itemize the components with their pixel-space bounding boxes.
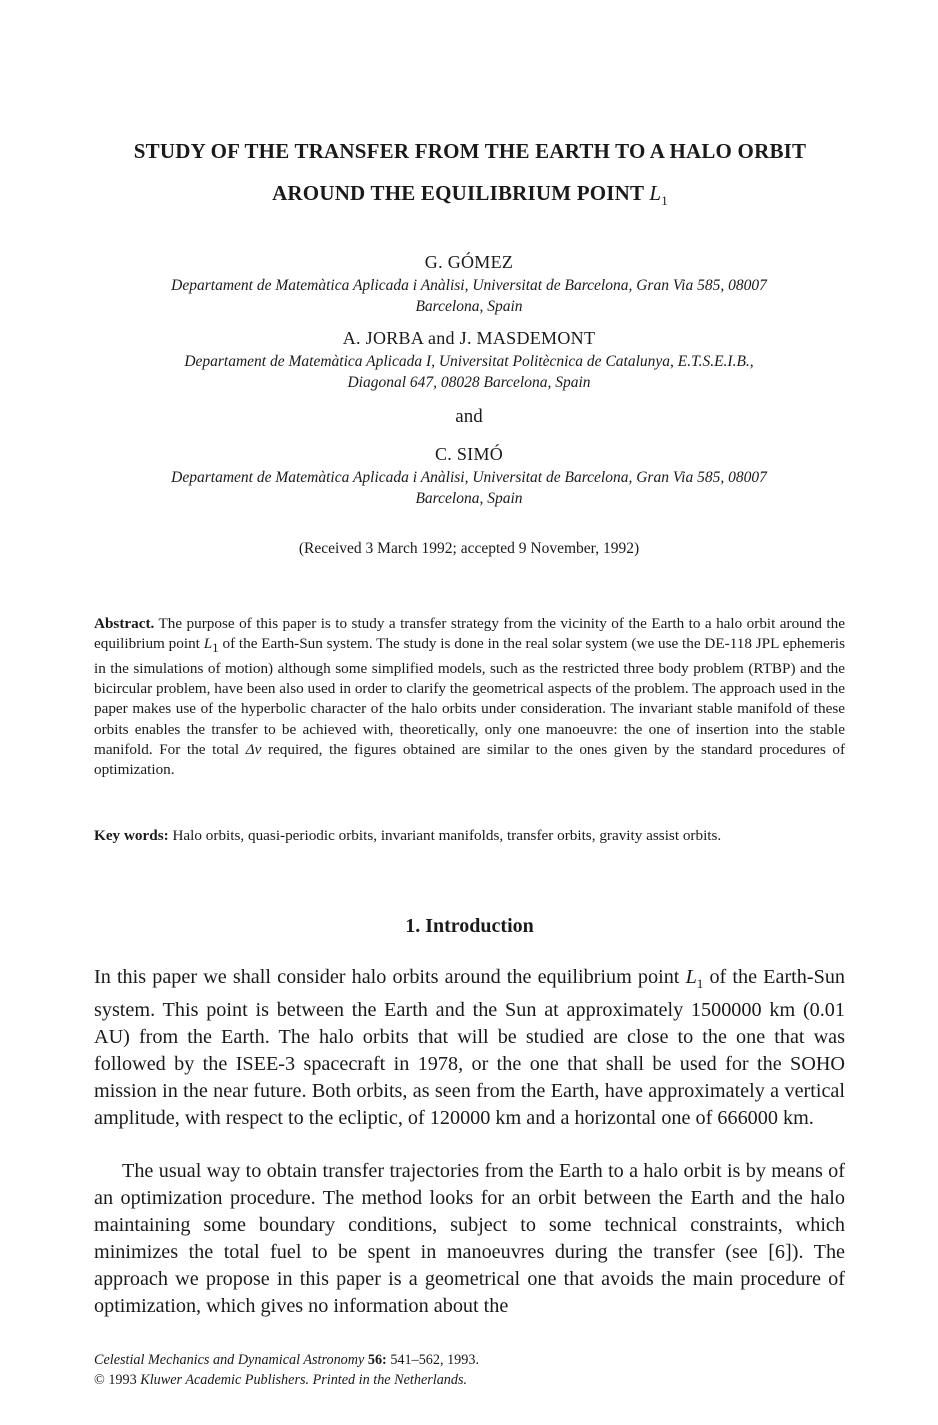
journal-citation: Celestial Mechanics and Dynamical Astronomy 56: 541–562, 1993. bbox=[94, 1352, 479, 1368]
abstract: Abstract. The purpose of this paper is to study a transfer strategy from the vicinity of the Earth to a halo orbit around the equilibrium point $L_1$ of the Earth-Sun system. The study is done in the real solar system (we use the DE-118 JPL ephemeris in the simulations of motion) although some simplified models, such as the restricted three body problem (RTBP) and the bicircular problem, have been also used in order to clarify the geometrical aspects of the problem. The approach used in the paper makes use of the hyperbolic character of the halo orbits under consideration. The invariant stable manifold of these orbits enables the transfer to be achieved with, theoretically, only one manoeuvre: the one of insertion into the stable manifold. For the total Δv required, the figures obtained are similar to the ones given by the standard procedures of optimization. bbox=[94, 615, 846, 779]
abstract-label: Abstract. bbox=[94, 615, 155, 632]
title-symbol: $L_1$ bbox=[649, 181, 668, 209]
paper-title-line2: AROUND THE EQUILIBRIUM POINT $L_1$ bbox=[272, 181, 668, 209]
author-name: G. GÓMEZ bbox=[424, 252, 514, 272]
author-name: C. SIMÓ bbox=[434, 444, 504, 464]
keywords-label: Key words: bbox=[94, 827, 169, 844]
author-conjunction: and bbox=[455, 406, 483, 427]
received-dates: (Received 3 March 1992; accepted 9 November, 1992) bbox=[298, 540, 640, 557]
author-affiliation: Departament de Matemàtica Aplicada i Anàlisi, Universitat de Barcelona, Gran Via 585, 08007 Barcelona, Spain bbox=[171, 469, 767, 507]
author-name: A. JORBA and J. MASDEMONT bbox=[342, 328, 596, 348]
section-heading: 1. Introduction bbox=[405, 915, 534, 937]
body-symbol: $L_1$ bbox=[685, 966, 704, 992]
paper-title-line1: STUDY OF THE TRANSFER FROM THE EARTH TO A HALO ORBIT bbox=[133, 139, 807, 163]
copyright-line: © 1993 Kluwer Academic Publishers. Printed in the Netherlands. bbox=[94, 1372, 468, 1388]
keywords: Key words: Halo orbits, quasi-periodic orbits, invariant manifolds, transfer orbits, gravity assist orbits. bbox=[94, 827, 722, 844]
body-paragraph: The usual way to obtain transfer trajectories from the Earth to a halo orbit is by means of an optimization procedure. The method looks for an orbit between the Earth and the halo maintaining some boundary conditions, subject to some technical constraints, which minimizes the total fuel to be spent in manoeuvres during the transfer (see [6]). The approach we propose in this paper is a geometrical one that avoids the main procedure of optimization, which gives no information about the bbox=[94, 1160, 845, 1317]
abstract-symbol: $L_1$ bbox=[203, 635, 219, 656]
copyright-icon: © bbox=[94, 1372, 105, 1388]
delta-v-symbol: Δv bbox=[245, 740, 262, 758]
body-paragraph: In this paper we shall consider halo orbits around the equilibrium point $L_1$ of the Earth-Sun system. This point is between the Earth and the Sun at approximately 1500000 km (0.01 AU) from the Earth. The halo orbits that will be studied are close to the one that was followed by the ISEE-3 spacecraft in 1978, or the one that shall be used for the SOHO mission in the near future. Both orbits, as seen from the Earth, have approximately a vertical amplitude, with respect to the ecliptic, of 120000 km and a horizontal one of 666000 km. bbox=[94, 966, 846, 1130]
author-affiliation: Departament de Matemàtica Aplicada I, Universitat Politècnica de Catalunya, E.T.S.E.I.B., Diagonal 647, 08028 Barcelona, Spain bbox=[184, 353, 754, 391]
author-affiliation: Departament de Matemàtica Aplicada i Anàlisi, Universitat de Barcelona, Gran Via 585, 08007 Barcelona, Spain bbox=[171, 277, 767, 315]
